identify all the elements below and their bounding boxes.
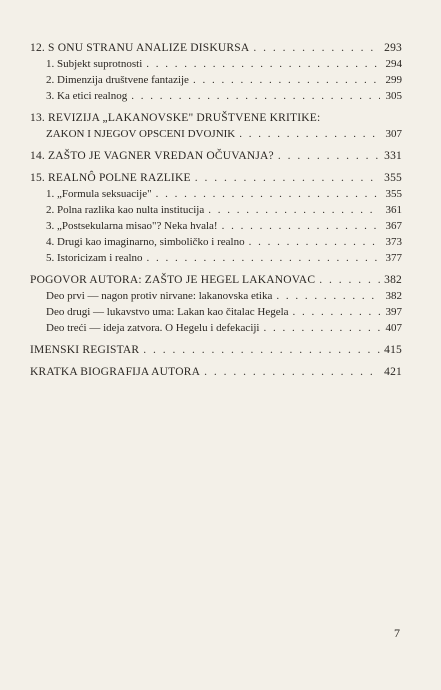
table-of-contents bbox=[30, 40, 402, 386]
toc-entry-title: IMENSKI REGISTAR bbox=[30, 344, 140, 356]
toc-entry-page: 373 bbox=[385, 236, 402, 248]
dot-leader bbox=[278, 148, 380, 164]
toc-entry-title: 12. S ONU STRANU ANALIZE DISKURSA bbox=[30, 42, 250, 54]
toc-entry-title: 4. Drugi kao imaginarno, simboličko i realno bbox=[46, 236, 245, 248]
toc-entry[interactable] bbox=[30, 126, 402, 142]
toc-entry-page: 407 bbox=[385, 322, 402, 334]
toc-section bbox=[30, 148, 402, 164]
dot-leader bbox=[222, 218, 380, 234]
toc-entry-page: 367 bbox=[385, 220, 402, 232]
toc-entry-page: 361 bbox=[385, 204, 402, 216]
toc-entry-title: 1. Subjekt suprotnosti bbox=[46, 58, 143, 70]
toc-section bbox=[30, 272, 402, 336]
toc-section bbox=[30, 110, 402, 142]
toc-entry[interactable] bbox=[30, 234, 402, 250]
toc-entry[interactable] bbox=[30, 272, 402, 288]
toc-entry[interactable] bbox=[30, 72, 402, 88]
toc-entry-page: 382 bbox=[385, 290, 402, 302]
toc-entry-page: 307 bbox=[385, 128, 402, 140]
toc-section bbox=[30, 170, 402, 266]
toc-entry[interactable] bbox=[30, 110, 402, 126]
toc-entry-page: 382 bbox=[384, 274, 402, 286]
toc-section bbox=[30, 342, 402, 358]
dot-leader bbox=[239, 126, 380, 142]
toc-entry[interactable] bbox=[30, 364, 402, 380]
dot-leader bbox=[264, 320, 381, 336]
toc-entry-title: 13. REVIZIJA „LAKANOVSKE" DRUŠTVENE KRITIKE: bbox=[30, 112, 321, 124]
toc-entry-page: 421 bbox=[384, 366, 402, 378]
toc-entry[interactable] bbox=[30, 40, 402, 56]
toc-section bbox=[30, 364, 402, 380]
toc-entry-title: Deo prvi — nagon protiv nirvane: lakanovska etika bbox=[46, 290, 273, 302]
dot-leader bbox=[156, 186, 380, 202]
toc-entry[interactable] bbox=[30, 288, 402, 304]
toc-entry-title: ZAKON I NJEGOV OPSCENI DVOJNIK bbox=[46, 128, 236, 140]
toc-entry-page: 355 bbox=[384, 172, 402, 184]
toc-entry-title: KRATKA BIOGRAFIJA AUTORA bbox=[30, 366, 201, 378]
toc-entry[interactable] bbox=[30, 88, 402, 104]
dot-leader bbox=[195, 170, 380, 186]
toc-entry[interactable] bbox=[30, 202, 402, 218]
toc-entry-page: 294 bbox=[385, 58, 402, 70]
toc-entry-page: 415 bbox=[384, 344, 402, 356]
dot-leader bbox=[208, 202, 380, 218]
toc-entry-title: 2. Polna razlika kao nulta institucija bbox=[46, 204, 205, 216]
toc-section bbox=[30, 40, 402, 104]
dot-leader bbox=[147, 250, 380, 266]
toc-entry[interactable] bbox=[30, 320, 402, 336]
toc-entry-title: 14. ZAŠTO JE VAGNER VREDAN OČUVANJA? bbox=[30, 150, 274, 162]
toc-entry[interactable] bbox=[30, 186, 402, 202]
toc-entry-page: 305 bbox=[385, 90, 402, 102]
dot-leader bbox=[204, 364, 380, 380]
toc-entry-title: Deo drugi — lukavstvo uma: Lakan kao čitalac Hegela bbox=[46, 306, 289, 318]
dot-leader bbox=[131, 88, 380, 104]
toc-entry-title: 1. „Formula seksuacije" bbox=[46, 188, 152, 200]
dot-leader bbox=[249, 234, 380, 250]
toc-entry[interactable] bbox=[30, 56, 402, 72]
page-number: 7 bbox=[394, 626, 400, 640]
toc-entry-page: 397 bbox=[385, 306, 402, 318]
toc-entry[interactable] bbox=[30, 170, 402, 186]
dot-leader bbox=[293, 304, 380, 320]
toc-entry-title: 3. „Postsekularna misao"? Neka hvala! bbox=[46, 220, 218, 232]
toc-entry[interactable] bbox=[30, 148, 402, 164]
toc-entry-page: 331 bbox=[384, 150, 402, 162]
toc-entry-title: 5. Istoricizam i realno bbox=[46, 252, 143, 264]
dot-leader bbox=[253, 40, 380, 56]
dot-leader bbox=[143, 342, 380, 358]
toc-entry-title: 3. Ka etici realnog bbox=[46, 90, 128, 102]
toc-entry[interactable] bbox=[30, 218, 402, 234]
dot-leader bbox=[276, 288, 380, 304]
dot-leader bbox=[193, 72, 380, 88]
toc-entry-page: 377 bbox=[385, 252, 402, 264]
toc-entry-title: POGOVOR AUTORA: ZAŠTO JE HEGEL LAKANOVAC bbox=[30, 274, 316, 286]
toc-entry[interactable] bbox=[30, 342, 402, 358]
toc-entry-page: 355 bbox=[385, 188, 402, 200]
dot-leader bbox=[146, 56, 380, 72]
toc-entry-page: 299 bbox=[385, 74, 402, 86]
dot-leader bbox=[319, 272, 380, 288]
toc-entry[interactable] bbox=[30, 304, 402, 320]
toc-entry-title: Deo treći — ideja zatvora. O Hegelu i defekaciji bbox=[46, 322, 260, 334]
toc-entry-title: 15. REALNÔ POLNE RAZLIKE bbox=[30, 172, 191, 184]
toc-entry[interactable] bbox=[30, 250, 402, 266]
toc-entry-page: 293 bbox=[384, 42, 402, 54]
toc-entry-title: 2. Dimenzija društvene fantazije bbox=[46, 74, 189, 86]
